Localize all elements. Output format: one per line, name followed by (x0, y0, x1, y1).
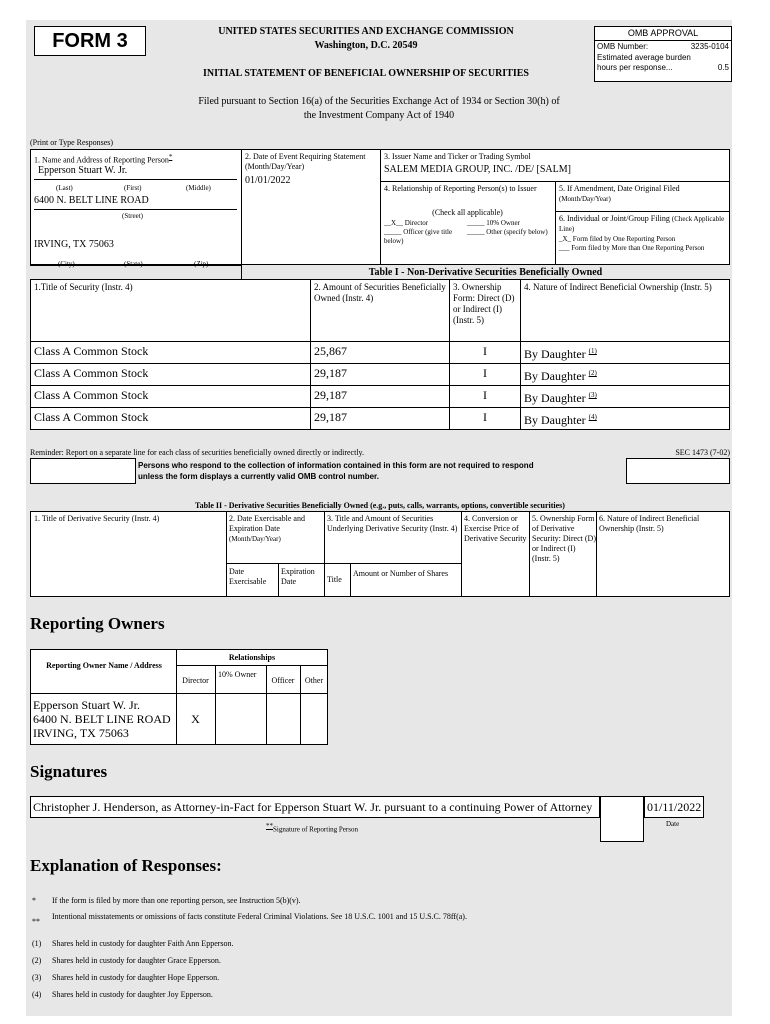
explanation-mark: (4) (32, 990, 42, 999)
persons-notice-1: Persons who respond to the collection of information contained in this form are not required to respond (138, 461, 534, 470)
ownership-form: I (450, 364, 521, 386)
ownership-form: I (450, 408, 521, 430)
table2-col2-header: 2. Date Exercisable and Expiration Date (Month/Day/Year) (229, 514, 305, 543)
signatures-heading: Signatures (30, 762, 108, 781)
table-row (31, 386, 730, 408)
table1-col2-header: 2. Amount of Securities Beneficially Owned (Instr. 4) (311, 280, 450, 342)
ten-percent-header: 10% Owner (218, 670, 257, 679)
explanation-text: Intentional misstatements or omissions of facts constitute Federal Criminal Violations. See 18 U.S.C. 1001 and 15 U.S.C. 78ff(a). (52, 912, 467, 921)
officer-header: Officer (271, 676, 295, 685)
ownership-nature: By Daughter $^{(1)}$ (521, 342, 730, 364)
explanation-mark: (2) (32, 956, 42, 965)
persons-notice-2: unless the form displays a currently valid OMB control number. (138, 472, 379, 481)
omb-approval-box (594, 26, 732, 82)
table2-expiration-date: Expiration Date (281, 567, 315, 586)
director-check[interactable]: __X__ Director (384, 219, 429, 227)
filed-pursuant-line-1: Filed pursuant to Section 16(a) of the Securities Exchange Act of 1934 or Section 30(h) of (198, 96, 560, 107)
signature-spacer-box (600, 796, 644, 842)
omb-burden-hours-label: hours per response... (597, 63, 673, 72)
explanation-text: Shares held in custody for daughter Joy Epperson. (52, 990, 213, 999)
table2-title: Table II - Derivative Securities Beneficially Owned (e.g., puts, calls, warrants, options, convertible securities) (195, 501, 565, 510)
security-amount: 25,867 (311, 342, 450, 364)
agency-name: UNITED STATES SECURITIES AND EXCHANGE COMMISSION (218, 26, 514, 37)
reminder-box-left (30, 458, 136, 484)
explanation-text: If the form is filed by more than one reporting person, see Instruction 5(b)(v). (52, 896, 301, 905)
signature-text: Christopher J. Henderson, as Attorney-in-Fact for Epperson Stuart W. Jr. pursuant to a continuing Power of Attorney (33, 800, 593, 814)
reporting-person-city: IRVING, TX 75063 (34, 239, 114, 250)
form-label: FORM 3 (34, 26, 146, 56)
explanation-mark: * (32, 896, 36, 905)
signature-label: **Signature of Reporting Person (266, 822, 358, 834)
city-label: (City) (58, 260, 75, 268)
explanation-mark: ** (32, 917, 40, 926)
owner-city: IRVING, TX 75063 (33, 726, 129, 740)
check-all-applicable: (Check all applicable) (432, 208, 503, 217)
explanation-text: Shares held in custody for daughter Grace Epperson. (52, 956, 221, 965)
other-check[interactable]: _____ Other (specify below) (467, 228, 548, 236)
last-label: (Last) (56, 184, 73, 192)
table2-col4-header: 4. Conversion or Exercise Price of Derivative Security (464, 514, 527, 543)
table2-col1-header: 1. Title of Derivative Security (Instr. 4) (34, 514, 160, 523)
ownership-nature: By Daughter $^{(3)}$ (521, 386, 730, 408)
table2-amount-sub: Amount or Number of Shares (353, 569, 449, 578)
table2-title-sub: Title (327, 575, 342, 584)
explanation-mark: (3) (32, 973, 42, 982)
explanation-text: Shares held in custody for daughter Hope Epperson. (52, 973, 220, 982)
explanation-text: Shares held in custody for daughter Faith Ann Epperson. (52, 939, 234, 948)
street-label: (Street) (122, 212, 143, 220)
sec-number: SEC 1473 (7-02) (675, 448, 730, 457)
table1-col4-header: 4. Nature of Indirect Beneficial Ownership (Instr. 5) (521, 280, 730, 342)
table1-title: Table I - Non-Derivative Securities Beneficially Owned (368, 267, 603, 278)
date-label: Date (666, 820, 680, 828)
owner-director-mark: X (191, 712, 200, 726)
filed-pursuant-line-2: the Investment Company Act of 1940 (303, 110, 455, 121)
table2-col6-header: 6. Nature of Indirect Beneficial Ownership (Instr. 5) (599, 514, 700, 533)
security-amount: 29,187 (311, 364, 450, 386)
box2-label: 2. Date of Event Requiring Statement (Month/Day/Year) (245, 152, 366, 171)
other-header: Other (304, 676, 324, 685)
middle-label: (Middle) (186, 184, 211, 192)
one-person-filing-check[interactable]: _X_ Form filed by One Reporting Person (559, 235, 676, 243)
footnote-1-link[interactable]: (1) (588, 347, 597, 355)
reminder-box-right (626, 458, 730, 484)
footnote-3-link[interactable]: (3) (588, 391, 597, 399)
table-row (31, 408, 730, 430)
explanation-heading: Explanation of Responses: (30, 856, 222, 875)
omb-number-label: OMB Number: (597, 42, 649, 51)
security-title: Class A Common Stock (31, 386, 311, 408)
omb-burden-label: Estimated average burden (597, 53, 691, 62)
state-label: (State) (124, 260, 143, 268)
reporting-person-street: 6400 N. BELT LINE ROAD (34, 195, 149, 206)
security-title: Class A Common Stock (31, 408, 311, 430)
multi-person-filing-check[interactable]: ___ Form filed by More than One Reporting Person (559, 244, 705, 252)
footnote-2-link[interactable]: (2) (588, 369, 597, 377)
security-title: Class A Common Stock (31, 364, 311, 386)
officer-check[interactable]: _____ Officer (give title below) (384, 228, 453, 245)
table-row (31, 364, 730, 386)
statement-title: INITIAL STATEMENT OF BENEFICIAL OWNERSHIP OF SECURITIES (202, 68, 529, 79)
print-type-note: (Print or Type Responses) (30, 138, 114, 147)
box5-label: 5. If Amendment, Date Original Filed (Month/Day/Year) (559, 184, 680, 203)
box4-label: 4. Relationship of Reporting Person(s) to Issuer (384, 184, 537, 193)
reporting-person-name: Epperson Stuart W. Jr. (38, 165, 128, 176)
omb-title: OMB APPROVAL (595, 27, 731, 41)
signature-date: 01/11/2022 (647, 800, 702, 814)
issuer-name: SALEM MEDIA GROUP, INC. /DE/ [SALM] (384, 164, 571, 175)
security-amount: 29,187 (311, 408, 450, 430)
box6-label: 6. Individual or Joint/Group Filing (Check Applicable Line) (559, 214, 725, 233)
ownership-form: I (450, 342, 521, 364)
box3-label: 3. Issuer Name and Ticker or Trading Symbol (384, 152, 531, 161)
reporting-owners-heading: Reporting Owners (30, 614, 165, 633)
event-date: 01/01/2022 (245, 175, 291, 186)
ownership-nature: By Daughter $^{(4)}$ (521, 408, 730, 430)
owner-name: Epperson Stuart W. Jr. (33, 698, 140, 712)
table2-col5-header: 5. Ownership Form of Derivative Security: Direct (D) or Indirect (I) (Instr. 5) (532, 514, 596, 563)
table1-col3-header: 3. Ownership Form: Direct (D) or Indirect (I) (Instr. 5) (450, 280, 521, 342)
first-label: (First) (124, 184, 142, 192)
ownership-form: I (450, 386, 521, 408)
form-page (26, 20, 732, 1016)
footnote-4-link[interactable]: (4) (588, 413, 597, 421)
omb-number-value: 3235-0104 (690, 42, 729, 51)
table2-col3-header: 3. Title and Amount of Securities Underlying Derivative Security (Instr. 4) (327, 514, 458, 533)
reminder-text: Reminder: Report on a separate line for each class of securities beneficially owned directly or indirectly. (30, 448, 365, 457)
box1-label: 1. Name and Address of Reporting Person* (34, 153, 173, 165)
owner-street: 6400 N. BELT LINE ROAD (33, 712, 171, 726)
security-title: Class A Common Stock (31, 342, 311, 364)
explanation-mark: (1) (32, 939, 42, 948)
owner-name-header: Reporting Owner Name / Address (46, 661, 162, 670)
ownership-nature: By Daughter $^{(2)}$ (521, 364, 730, 386)
table-row (31, 342, 730, 364)
table1-col1-header: 1.Title of Security (Instr. 4) (31, 280, 311, 342)
non-derivative-table (30, 279, 730, 430)
director-header: Director (182, 676, 209, 685)
zip-label: (Zip) (194, 260, 209, 268)
security-amount: 29,187 (311, 386, 450, 408)
relationships-header: Relationships (228, 653, 276, 662)
table2-date-exercisable: Date Exercisable (229, 567, 267, 586)
agency-city: Washington, D.C. 20549 (314, 40, 418, 51)
omb-burden-value: 0.5 (717, 63, 729, 72)
ten-percent-owner-check[interactable]: _____ 10% Owner (467, 219, 520, 227)
